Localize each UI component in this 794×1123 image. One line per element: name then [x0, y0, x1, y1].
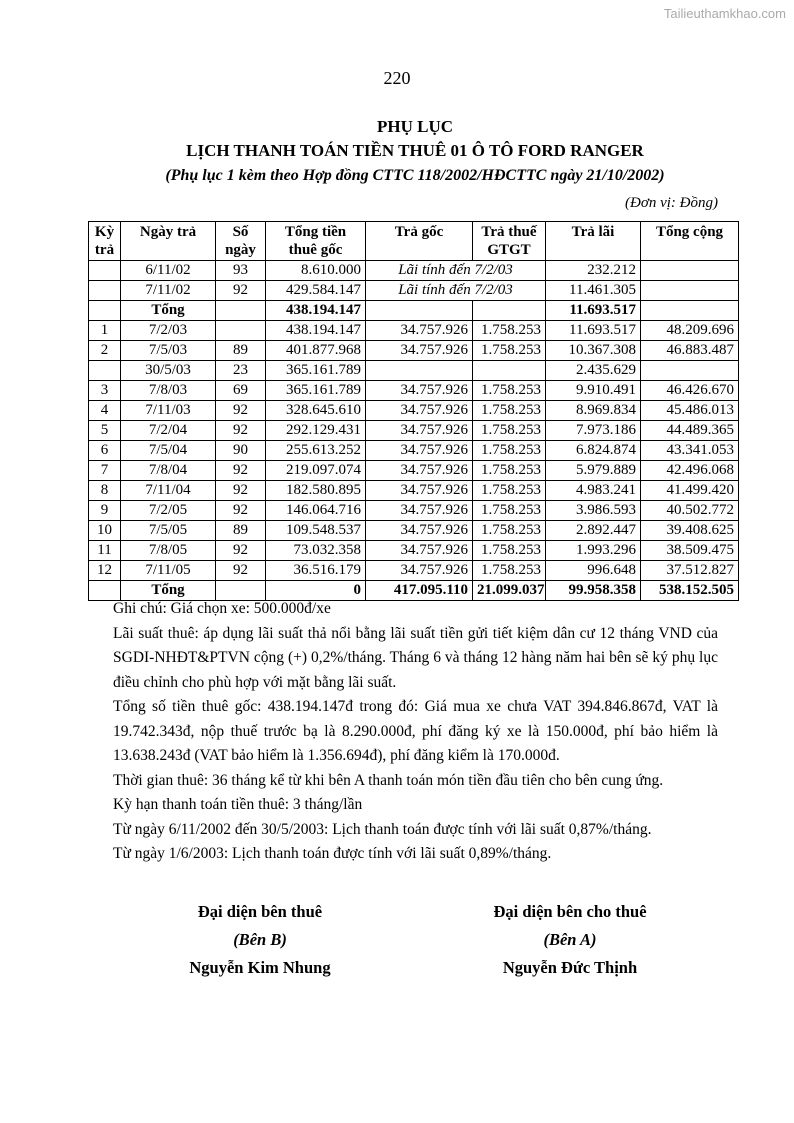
table-row — [89, 341, 739, 361]
table-cell: 99.958.358 — [546, 581, 641, 601]
document-title: PHỤ LỤC — [376, 117, 454, 136]
table-cell: 34.757.926 — [366, 541, 473, 561]
table-cell: 34.757.926 — [366, 561, 473, 581]
column-header — [546, 222, 641, 261]
table-row — [89, 281, 739, 301]
table-cell: 438.194.147 — [266, 321, 366, 341]
table-cell — [216, 301, 266, 321]
table-cell: 48.209.696 — [641, 321, 739, 341]
payment-schedule-table — [88, 221, 739, 601]
table-cell: 73.032.358 — [266, 541, 366, 561]
table-cell: 7/8/05 — [121, 541, 216, 561]
table-cell: 365.161.789 — [266, 361, 366, 381]
table-cell: 36.516.179 — [266, 561, 366, 581]
table-row — [89, 421, 739, 441]
table-cell: 34.757.926 — [366, 401, 473, 421]
table-cell: 37.512.827 — [641, 561, 739, 581]
table-row — [89, 401, 739, 421]
table-total-row — [89, 301, 739, 321]
table-row — [89, 321, 739, 341]
table-cell: 146.064.716 — [266, 501, 366, 521]
table-cell: 92 — [216, 401, 266, 421]
table-cell: 92 — [216, 421, 266, 441]
table-cell: 255.613.252 — [266, 441, 366, 461]
table-cell: 328.645.610 — [266, 401, 366, 421]
column-header — [473, 222, 546, 261]
table-row — [89, 561, 739, 581]
table-cell: 92 — [216, 501, 266, 521]
lessor-role: (Bên A) — [543, 930, 597, 949]
table-cell: 1.758.253 — [473, 341, 546, 361]
column-header-line: thuê gốc — [288, 242, 343, 258]
table-cell: 11.693.517 — [546, 301, 641, 321]
column-header-line: Ngày trả — [139, 224, 197, 240]
table-cell: 21.099.037 — [473, 581, 546, 601]
table-cell: 34.757.926 — [366, 441, 473, 461]
table-cell — [641, 281, 739, 301]
table-cell: 34.757.926 — [366, 321, 473, 341]
column-header-line: ngày — [225, 242, 256, 258]
table-cell: 7/5/03 — [121, 341, 216, 361]
table-cell: 90 — [216, 441, 266, 461]
column-header-line: Trả thuế — [481, 224, 537, 240]
table-cell: 6/11/02 — [121, 261, 216, 281]
column-header-line: Tổng tiền — [284, 224, 347, 240]
table-row — [89, 501, 739, 521]
table-row — [89, 541, 739, 561]
table-cell: 7/2/04 — [121, 421, 216, 441]
table-cell: 7 — [89, 461, 121, 481]
table-row — [89, 481, 739, 501]
table-cell: 538.152.505 — [641, 581, 739, 601]
table-row — [89, 261, 739, 281]
table-cell: 34.757.926 — [366, 501, 473, 521]
table-cell: 1.758.253 — [473, 441, 546, 461]
table-cell: 34.757.926 — [366, 481, 473, 501]
table-cell: 6 — [89, 441, 121, 461]
column-header-line: Trả lãi — [571, 224, 615, 240]
table-row — [89, 521, 739, 541]
table-header-row — [89, 222, 739, 261]
table-cell: 4.983.241 — [546, 481, 641, 501]
table-cell: 417.095.110 — [366, 581, 473, 601]
table-cell: 232.212 — [546, 261, 641, 281]
table-cell: 11 — [89, 541, 121, 561]
lessee-name: Nguyễn Kim Nhung — [189, 958, 331, 977]
note-paragraph: Ghi chú: Giá chọn xe: 500.000đ/xe — [113, 600, 331, 617]
table-cell: 7/8/03 — [121, 381, 216, 401]
table-cell: 9 — [89, 501, 121, 521]
table-cell: 34.757.926 — [366, 521, 473, 541]
table-cell: 43.341.053 — [641, 441, 739, 461]
table-cell — [89, 361, 121, 381]
table-cell: 92 — [216, 541, 266, 561]
table-cell: 1.758.253 — [473, 561, 546, 581]
table-cell: 292.129.431 — [266, 421, 366, 441]
column-header-line: GTGT — [487, 242, 531, 258]
table-row — [89, 361, 739, 381]
table-cell: 7/5/04 — [121, 441, 216, 461]
table-cell: 9.910.491 — [546, 381, 641, 401]
table-cell — [89, 281, 121, 301]
table-cell: 7/5/05 — [121, 521, 216, 541]
table-cell: 1 — [89, 321, 121, 341]
column-header — [89, 222, 121, 261]
table-cell: 7/11/04 — [121, 481, 216, 501]
table-cell: 34.757.926 — [366, 421, 473, 441]
lessee-signature-block — [110, 898, 410, 982]
lessor-name: Nguyễn Đức Thịnh — [502, 958, 638, 977]
table-cell: 1.758.253 — [473, 401, 546, 421]
column-header-line: Tổng cộng — [655, 224, 724, 240]
table-cell: 7/2/05 — [121, 501, 216, 521]
table-cell: 365.161.789 — [266, 381, 366, 401]
interest-note-cell: Lãi tính đến 7/2/03 — [366, 261, 546, 281]
table-cell: 8.969.834 — [546, 401, 641, 421]
table-cell: 92 — [216, 481, 266, 501]
table-row — [89, 441, 739, 461]
table-cell: 34.757.926 — [366, 341, 473, 361]
table-cell: 11.693.517 — [546, 321, 641, 341]
table-cell: 23 — [216, 361, 266, 381]
table-cell: 45.486.013 — [641, 401, 739, 421]
table-cell: 1.758.253 — [473, 321, 546, 341]
table-cell: 401.877.968 — [266, 341, 366, 361]
table-cell: 2.892.447 — [546, 521, 641, 541]
table-cell: 7/11/05 — [121, 561, 216, 581]
column-header — [641, 222, 739, 261]
table-cell: 92 — [216, 281, 266, 301]
contract-reference: (Phụ lục 1 kèm theo Hợp đồng CTTC 118/2002/HĐCTTC ngày 21/10/2002) — [165, 167, 665, 184]
table-cell: Tổng — [121, 581, 216, 601]
table-cell: 1.758.253 — [473, 421, 546, 441]
table-cell: 46.426.670 — [641, 381, 739, 401]
table-cell: 34.757.926 — [366, 461, 473, 481]
table-cell: 40.502.772 — [641, 501, 739, 521]
table-cell: 4 — [89, 401, 121, 421]
note-paragraph: Kỳ hạn thanh toán tiền thuê: 3 tháng/lần — [113, 796, 363, 813]
table-cell: 7.973.186 — [546, 421, 641, 441]
column-header — [216, 222, 266, 261]
column-header — [121, 222, 216, 261]
table-cell: 42.496.068 — [641, 461, 739, 481]
table-cell — [89, 301, 121, 321]
table-cell: 7/11/02 — [121, 281, 216, 301]
table-cell: 1.758.253 — [473, 381, 546, 401]
table-cell: 41.499.420 — [641, 481, 739, 501]
table-cell: 7/8/04 — [121, 461, 216, 481]
table-cell: 12 — [89, 561, 121, 581]
table-cell: 1.758.253 — [473, 501, 546, 521]
lessor-title: Đại diện bên cho thuê — [493, 902, 647, 921]
table-cell: 219.097.074 — [266, 461, 366, 481]
document-subtitle: LỊCH THANH TOÁN TIỀN THUÊ 01 Ô TÔ FORD RANGER — [186, 141, 644, 160]
table-cell: 438.194.147 — [266, 301, 366, 321]
table-cell: 5.979.889 — [546, 461, 641, 481]
table-cell: 92 — [216, 461, 266, 481]
table-cell: 1.758.253 — [473, 481, 546, 501]
note-paragraph: Từ ngày 1/6/2003: Lịch thanh toán được tính với lãi suất 0,89%/tháng. — [113, 845, 552, 862]
table-row — [89, 461, 739, 481]
table-cell — [366, 301, 473, 321]
table-cell: 1.758.253 — [473, 461, 546, 481]
table-cell — [366, 361, 473, 381]
table-cell: 30/5/03 — [121, 361, 216, 381]
table-cell: 46.883.487 — [641, 341, 739, 361]
table-cell: 109.548.537 — [266, 521, 366, 541]
table-cell: 69 — [216, 381, 266, 401]
table-cell: 1.758.253 — [473, 521, 546, 541]
table-cell — [641, 361, 739, 381]
table-cell: 7/2/03 — [121, 321, 216, 341]
notes-section — [113, 597, 718, 867]
column-header-line: trả — [94, 242, 115, 258]
table-cell: 34.757.926 — [366, 381, 473, 401]
table-cell: 3.986.593 — [546, 501, 641, 521]
page-number: 220 — [383, 68, 411, 88]
table-cell: 11.461.305 — [546, 281, 641, 301]
column-header — [266, 222, 366, 261]
table-cell: 7/11/03 — [121, 401, 216, 421]
table-cell: 2 — [89, 341, 121, 361]
table-cell: 1.758.253 — [473, 541, 546, 561]
column-header-line: Trả gốc — [394, 224, 444, 240]
table-cell: 93 — [216, 261, 266, 281]
table-cell — [89, 261, 121, 281]
table-cell: 5 — [89, 421, 121, 441]
table-cell: 89 — [216, 341, 266, 361]
table-cell: 996.648 — [546, 561, 641, 581]
lessee-title: Đại diện bên thuê — [197, 902, 323, 921]
lessee-role: (Bên B) — [233, 930, 287, 949]
table-cell: 1.993.296 — [546, 541, 641, 561]
table-cell: 39.408.625 — [641, 521, 739, 541]
table-cell — [473, 361, 546, 381]
table-cell: 10.367.308 — [546, 341, 641, 361]
table-cell: 89 — [216, 521, 266, 541]
note-paragraph: Lãi suất thuê: áp dụng lãi suất thả nổi bằng lãi suất tiền gửi tiết kiệm dân cư 12 tháng VND của SGDI-NHĐT&PTVN cộng (+) 0,2%/tháng. Tháng 6 và tháng 12 hàng năm hai bên sẽ ký phụ lục điều chỉnh cho phù hợp với mặt bằng lãi suất. — [113, 624, 718, 691]
column-header-line: Kỳ — [94, 224, 115, 240]
column-header — [366, 222, 473, 261]
watermark: Tailieuthamkhao.com — [663, 6, 786, 21]
table-cell — [641, 261, 739, 281]
table-cell: 2.435.629 — [546, 361, 641, 381]
table-row — [89, 381, 739, 401]
note-paragraph: Từ ngày 6/11/2002 đến 30/5/2003: Lịch thanh toán được tính với lãi suất 0,87%/tháng. — [113, 820, 652, 838]
table-cell: 0 — [266, 581, 366, 601]
interest-note-cell: Lãi tính đến 7/2/03 — [366, 281, 546, 301]
table-cell: 3 — [89, 381, 121, 401]
table-cell: 8 — [89, 481, 121, 501]
column-header-line: Số — [232, 224, 249, 240]
table-cell: 44.489.365 — [641, 421, 739, 441]
table-cell — [641, 301, 739, 321]
lessor-signature-block — [420, 898, 720, 982]
note-paragraph: Tổng số tiền thuê gốc: 438.194.147đ trong đó: Giá mua xe chưa VAT 394.846.867đ, VAT là 19.742.343đ, nộp thuế trước bạ là 8.290.000đ, phí đăng ký xe là 150.000đ, phí bảo hiểm là 13.638.243đ (VAT bảo hiểm là 1.356.694đ), phí đăng kiểm là 170.000đ. — [113, 698, 718, 764]
table-cell: 182.580.895 — [266, 481, 366, 501]
table-cell: 38.509.475 — [641, 541, 739, 561]
table-cell: 10 — [89, 521, 121, 541]
table-cell — [216, 321, 266, 341]
table-cell: 92 — [216, 561, 266, 581]
table-cell: 6.824.874 — [546, 441, 641, 461]
table-cell: 429.584.147 — [266, 281, 366, 301]
table-cell: 8.610.000 — [266, 261, 366, 281]
table-cell — [473, 301, 546, 321]
table-cell: Tổng — [121, 301, 216, 321]
currency-unit: (Đơn vị: Đồng) — [625, 195, 718, 211]
note-paragraph: Thời gian thuê: 36 tháng kể từ khi bên A thanh toán món tiền đầu tiên cho bên cung ứng. — [113, 771, 664, 789]
